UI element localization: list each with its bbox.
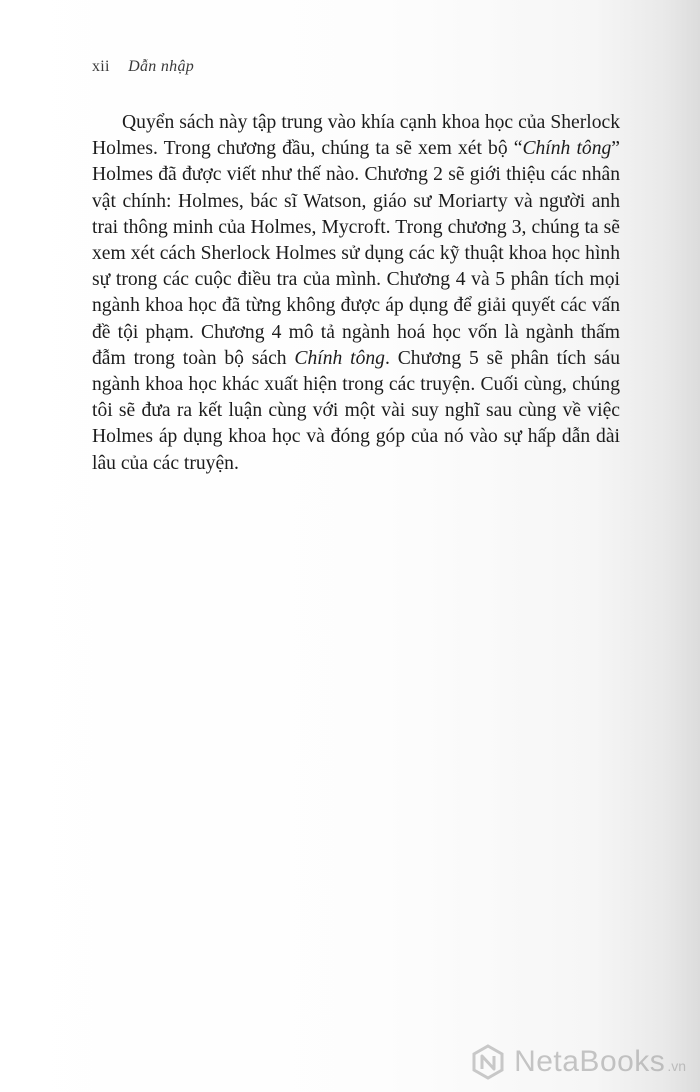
body-segment: ” Holmes đã được viết như thế nào. Chương 2 sẽ giới thiệu các nhân vật chính: Holmes, bác sĩ Watson, giáo sư Moriarty và người anh trai thông minh của Holmes, Mycroft. Trong chương 3, chúng ta sẽ xem xét cách Sherlock Holmes sử dụng các kỹ thuật khoa học hình sự trong các cuộc điều tra của mình. Chương 4 và 5 phân tích mọi ngành khoa học đã từng không được áp dụng để giải quyết các vấn đề tội phạm. Chương 4 mô tả ngành hoá học vốn là ngành thấm đẫm trong toàn bộ sách	[92, 138, 620, 369]
page-number: xii	[92, 58, 110, 75]
body-text	[92, 110, 620, 477]
running-header	[92, 58, 194, 76]
body-paragraph	[92, 110, 620, 477]
watermark-tld: .vn	[667, 1058, 686, 1074]
body-italic-term: Chính tông	[294, 347, 385, 369]
watermark	[470, 1044, 686, 1080]
body-segment: Quyển sách này tập trung vào khía cạnh khoa học của Sherlock Holmes. Trong chương đầu, chúng ta sẽ xem xét bộ “	[92, 112, 620, 160]
netabooks-logo-icon	[470, 1044, 506, 1080]
body-segment: . Chương 5 sẽ phân tích sáu ngành khoa học khác xuất hiện trong các truyện. Cuối cùng, chúng tôi sẽ đưa ra kết luận cùng với một vài suy nghĩ sau cùng về việc Holmes áp dụng khoa học và đóng góp của nó vào sự hấp dẫn dài lâu của các truyện.	[92, 347, 620, 474]
body-italic-term: Chính tông	[522, 138, 612, 160]
section-title: Dẫn nhập	[128, 58, 195, 75]
watermark-brand: NetaBooks	[514, 1045, 666, 1078]
